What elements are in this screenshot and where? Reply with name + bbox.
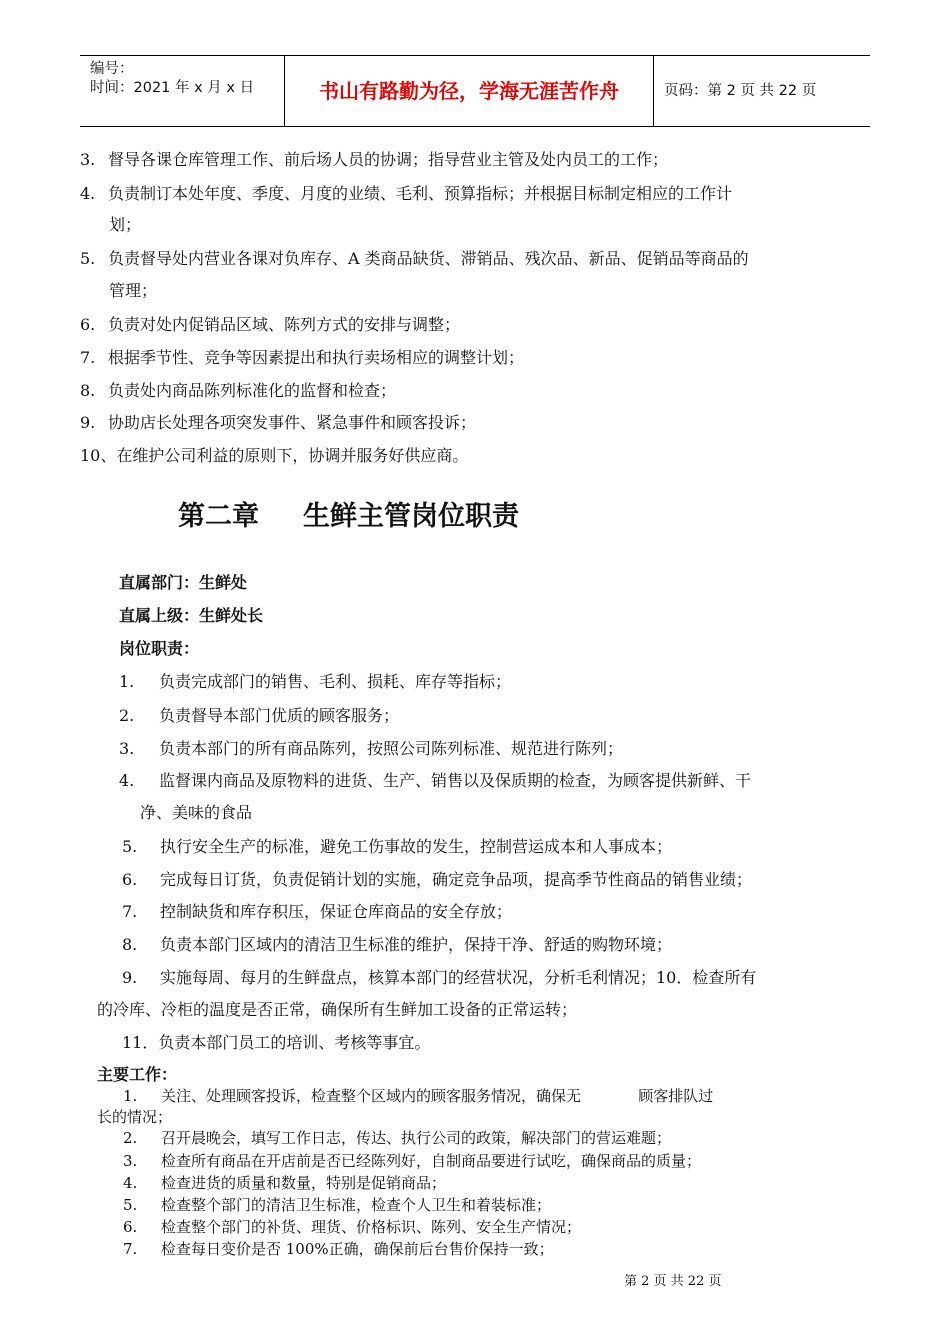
list-item-continued: 净、美味的食品	[140, 803, 253, 822]
list-item: 2. 负责督导本部门优质的顾客服务；	[119, 706, 400, 725]
list-item: 5. 负责督导处内营业各课对负库存、A 类商品缺货、滞销品、残次品、新品、促销品等商品的	[80, 249, 749, 268]
list-item: 3. 检查所有商品在开店前是否已经陈列好，自制商品要进行试吃，确保商品的质量；	[123, 1152, 702, 1170]
superior-line: 直属上级：生鲜处长	[119, 606, 264, 625]
list-item: 7. 控制缺货和库存积压，保证仓库商品的安全存放；	[122, 902, 513, 921]
list-item-continued: 长的情况；	[97, 1108, 173, 1126]
page-footer: 第 2 页 共 22 页	[624, 1274, 722, 1289]
chapter-label: 第二章	[178, 501, 259, 532]
page-header	[80, 55, 870, 127]
list-item: 7. 检查每日变价是否 100%正确，确保前后台售价保持一致；	[123, 1240, 554, 1258]
chapter-title: 生鲜主管岗位职责	[303, 501, 519, 532]
list-item-continued: 管理；	[109, 281, 158, 300]
list-item: 1. 关注、处理顾客投诉，检查整个区域内的顾客服务情况，确保无 顾客排队过	[123, 1087, 714, 1105]
list-item: 9. 实施每周、每月的生鲜盘点，核算本部门的经营状况，分析毛利情况；10．检查所有	[122, 968, 757, 987]
list-item: 4. 检查进货的质量和数量，特别是促销商品；	[123, 1174, 447, 1192]
header-page-info: 页码：第 2 页 共 22 页	[664, 83, 817, 99]
list-item: 6. 完成每日订货，负责促销计划的实施，确定竞争品项，提高季节性商品的销售业绩；	[122, 870, 753, 889]
list-item: 8. 负责处内商品陈列标准化的监督和检查；	[80, 381, 397, 400]
list-item: 9. 协助店长处理各项突发事件、紧急事件和顾客投诉；	[80, 413, 477, 432]
list-item: 5. 执行安全生产的标准，避免工伤事故的发生，控制营运成本和人事成本；	[122, 837, 673, 856]
list-item: 4. 监督课内商品及原物料的进货、生产、销售以及保质期的检查，为顾客提供新鲜、干	[119, 771, 752, 790]
department-line: 直属部门：生鲜处	[119, 573, 248, 592]
header-meta	[80, 56, 285, 126]
list-item: 3. 督导各课仓库管理工作、前后场人员的协调；指导营业主管及处内员工的工作；	[80, 150, 669, 169]
list-item: 8. 负责本部门区域内的清洁卫生标准的维护，保持干净、舒适的购物环境；	[122, 935, 673, 954]
list-item: 2. 召开晨晚会，填写工作日志，传达、执行公司的政策，解决部门的营运难题；	[123, 1129, 672, 1147]
chapter-heading	[178, 494, 519, 533]
list-item-continued: 划；	[109, 215, 142, 234]
code-label: 编号：	[90, 61, 134, 77]
duties-label: 岗位职责：	[119, 639, 200, 658]
list-item: 1. 负责完成部门的销售、毛利、损耗、库存等指标；	[119, 672, 512, 691]
time-label: 时间：2021 年 x 月 x 日	[90, 80, 255, 96]
list-item: 11．负责本部门员工的培训、考核等事宜。	[122, 1033, 431, 1052]
list-item: 7. 根据季节性、竞争等因素提出和执行卖场相应的调整计划；	[80, 348, 525, 367]
header-motto: 书山有路勤为径，学海无涯苦作舟	[285, 56, 654, 126]
list-item: 6. 检查整个部门的补货、理货、价格标识、陈列、安全生产情况；	[123, 1218, 582, 1236]
list-item-continued: 的冷库、冷柜的温度是否正常，确保所有生鲜加工设备的正常运转；	[97, 1000, 578, 1019]
list-item: 5. 检查整个部门的清洁卫生标准，检查个人卫生和着装标准；	[123, 1196, 552, 1214]
list-item: 10、在维护公司利益的原则下，协调并服务好供应商。	[80, 446, 469, 465]
list-item: 6. 负责对处内促销品区域、陈列方式的安排与调整；	[80, 315, 461, 334]
main-work-title: 主要工作：	[97, 1065, 178, 1084]
list-item: 4. 负责制订本处年度、季度、月度的业绩、毛利、预算指标；并根据目标制定相应的工作计	[80, 184, 733, 203]
list-item: 3. 负责本部门的所有商品陈列，按照公司陈列标准、规范进行陈列；	[119, 739, 624, 758]
